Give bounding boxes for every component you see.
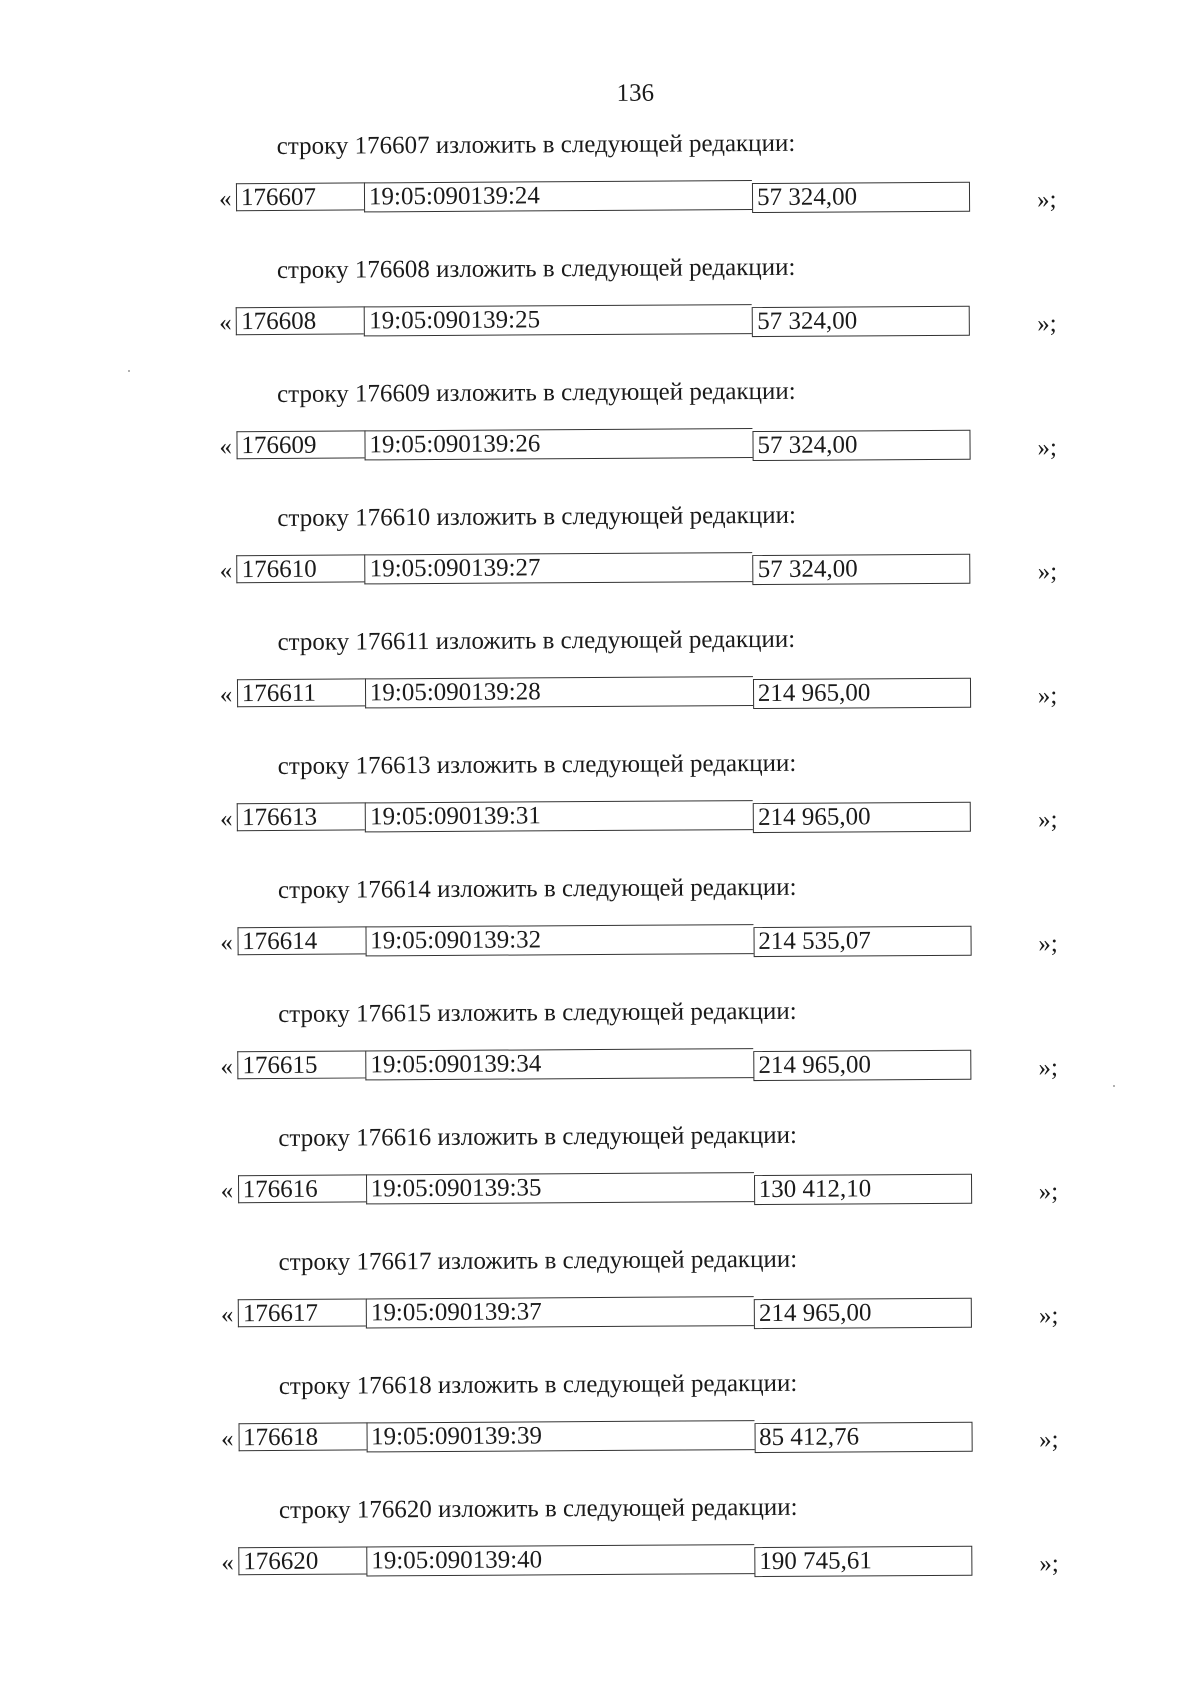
table-row xyxy=(213,1418,1073,1457)
cadastral-number-cell: 19:05:090139:31 xyxy=(365,800,753,832)
amendment-instruction: строку 176609 изложить в следующей редакции: xyxy=(277,377,796,408)
amendment-entry xyxy=(213,1492,1074,1621)
cadastral-value-cell: 214 965,00 xyxy=(753,802,971,833)
table-row xyxy=(212,798,1072,837)
amendment-entry xyxy=(211,128,1072,257)
cadastral-number-cell: 19:05:090139:39 xyxy=(366,1420,754,1452)
table-row xyxy=(211,302,1071,341)
table-row xyxy=(213,1294,1073,1333)
closing-quote: »; xyxy=(1037,558,1058,586)
amendment-instruction: строку 176614 изложить в следующей редакции: xyxy=(277,873,797,904)
table-row xyxy=(212,1046,1072,1085)
amendment-instruction: строку 176618 изложить в следующей редакции: xyxy=(278,1369,798,1400)
table-row xyxy=(212,674,1072,713)
opening-quote: « xyxy=(219,681,233,709)
closing-quote: »; xyxy=(1038,930,1058,958)
closing-quote: »; xyxy=(1036,186,1057,214)
amendment-entry xyxy=(212,872,1073,1001)
table-row xyxy=(211,178,1071,217)
cadastral-number-cell: 19:05:090139:40 xyxy=(366,1544,754,1576)
amendment-instruction: строку 176613 изложить в следующей редакции: xyxy=(277,749,797,780)
row-code-cell: 176620 xyxy=(238,1546,366,1575)
cadastral-number-cell: 19:05:090139:28 xyxy=(365,676,753,708)
amendment-entry xyxy=(213,1368,1074,1497)
opening-quote: « xyxy=(219,557,233,585)
table-row xyxy=(212,550,1072,589)
cadastral-number-cell: 19:05:090139:27 xyxy=(365,552,753,584)
opening-quote: « xyxy=(221,1549,234,1577)
scan-speck xyxy=(128,370,130,372)
row-code-cell: 176610 xyxy=(237,554,365,583)
closing-quote: »; xyxy=(1039,1426,1059,1454)
opening-quote: « xyxy=(218,185,232,213)
amendment-instruction: строку 176607 изложить в следующей редакции: xyxy=(276,129,796,160)
opening-quote: « xyxy=(221,1425,234,1453)
amendment-instruction: строку 176610 изложить в следующей редакции: xyxy=(277,501,796,532)
row-code-cell: 176611 xyxy=(237,678,365,707)
amendment-entry xyxy=(212,748,1073,877)
opening-quote: « xyxy=(219,433,233,461)
cadastral-number-cell: 19:05:090139:37 xyxy=(366,1296,754,1328)
cadastral-number-cell: 19:05:090139:34 xyxy=(365,1048,753,1080)
opening-quote: « xyxy=(220,1053,234,1081)
closing-quote: »; xyxy=(1038,1302,1059,1330)
table-row xyxy=(213,1170,1073,1209)
row-code-cell: 176617 xyxy=(238,1298,366,1327)
row-code-cell: 176608 xyxy=(236,306,364,335)
row-code-cell: 176613 xyxy=(237,802,365,831)
opening-quote: « xyxy=(220,929,233,957)
amendment-instruction: строку 176611 изложить в следующей редакции: xyxy=(277,625,796,656)
table-row xyxy=(211,426,1071,465)
opening-quote: « xyxy=(220,1301,234,1329)
row-code-cell: 176609 xyxy=(236,430,364,459)
amendment-entry xyxy=(213,1244,1074,1373)
amendment-entry xyxy=(211,500,1072,629)
cadastral-value-cell: 214 965,00 xyxy=(754,1298,972,1329)
row-code-cell: 176616 xyxy=(238,1174,366,1203)
closing-quote: »; xyxy=(1038,1054,1059,1082)
closing-quote: »; xyxy=(1037,682,1058,710)
amendment-list xyxy=(211,128,1080,1621)
cadastral-number-cell: 19:05:090139:32 xyxy=(365,924,753,956)
opening-quote: « xyxy=(220,1177,234,1205)
cadastral-number-cell: 19:05:090139:35 xyxy=(366,1172,754,1204)
row-code-cell: 176614 xyxy=(237,926,365,955)
row-code-cell: 176618 xyxy=(238,1422,366,1451)
amendment-instruction: строку 176620 изложить в следующей редакции: xyxy=(278,1493,798,1524)
page-number: 136 xyxy=(616,79,655,107)
closing-quote: »; xyxy=(1037,310,1057,338)
cadastral-value-cell: 130 412,10 xyxy=(754,1174,972,1205)
cadastral-value-cell: 190 745,61 xyxy=(754,1546,972,1577)
amendment-entry xyxy=(211,252,1072,381)
cadastral-value-cell: 57 324,00 xyxy=(752,306,970,337)
opening-quote: « xyxy=(219,805,233,833)
amendment-entry xyxy=(211,376,1072,505)
cadastral-value-cell: 214 965,00 xyxy=(753,1050,971,1081)
cadastral-value-cell: 85 412,76 xyxy=(754,1422,972,1453)
cadastral-number-cell: 19:05:090139:24 xyxy=(364,180,752,212)
cadastral-value-cell: 57 324,00 xyxy=(753,554,971,585)
row-code-cell: 176615 xyxy=(237,1050,365,1079)
closing-quote: »; xyxy=(1038,1178,1059,1206)
cadastral-value-cell: 214 965,00 xyxy=(753,678,971,709)
closing-quote: »; xyxy=(1037,434,1057,462)
amendment-entry xyxy=(212,1120,1073,1249)
cadastral-value-cell: 57 324,00 xyxy=(752,430,970,461)
table-row xyxy=(212,922,1072,961)
cadastral-number-cell: 19:05:090139:25 xyxy=(364,304,752,336)
amendment-entry xyxy=(211,624,1072,753)
amendment-entry xyxy=(212,996,1073,1125)
amendment-instruction: строку 176615 изложить в следующей редакции: xyxy=(278,997,797,1028)
row-code-cell: 176607 xyxy=(236,182,364,211)
table-row xyxy=(213,1542,1073,1581)
opening-quote: « xyxy=(219,309,232,337)
amendment-instruction: строку 176616 изложить в следующей редакции: xyxy=(278,1121,797,1152)
amendment-instruction: строку 176608 изложить в следующей редакции: xyxy=(276,253,796,284)
cadastral-value-cell: 214 535,07 xyxy=(753,926,971,957)
amendment-instruction: строку 176617 изложить в следующей редакции: xyxy=(278,1245,798,1276)
closing-quote: »; xyxy=(1037,806,1058,834)
cadastral-value-cell: 57 324,00 xyxy=(752,182,970,213)
scan-speck xyxy=(1113,1085,1115,1087)
closing-quote: »; xyxy=(1039,1550,1059,1578)
cadastral-number-cell: 19:05:090139:26 xyxy=(364,428,752,460)
